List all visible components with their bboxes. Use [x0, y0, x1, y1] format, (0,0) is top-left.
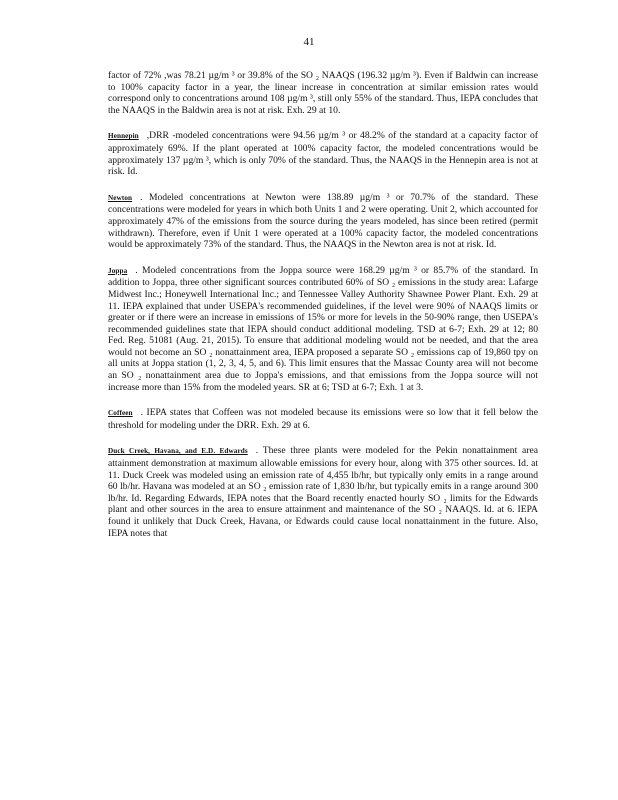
paragraph-coffeen — [108, 407, 538, 431]
section-heading-coffeen: Coffeen — [108, 409, 133, 418]
section-heading-joppa: Joppa — [108, 266, 128, 275]
section-heading-duck-creek: Duck Creek, Havana, and E.D. Edwards — [108, 447, 248, 456]
paragraph-hennepin — [108, 130, 538, 177]
paragraph-text: . Modeled concentrations from the Joppa source were 168.29 µg/m ³ or 85.7% of the standard. In addition to Joppa, three other significant sources contributed 60% of SO ₂ emissions in the study area: Lafarge Midwest Inc.; Honeywell International Inc.; and Tennessee Valley Authority Shawnee Power Plant. Exh. 29 at 11. IEPA explained that under USEPA's recommended guidelines, if the level were 90% of NAAQS limits or greater or if there were an increase in emissions of 15% or more for levels in the 50-90% range, then USEPA's recommended guidelines state that IEPA should conduct additional modeling. TSD at 6-7; Exh. 29 at 12; 80 Fed. Reg. 51081 (Aug. 21, 2015). To ensure that additional modeling would not be needed, and that the area would not become an SO ₂ nonattainment area, IEPA proposed a separate SO ₂ emissions cap of 19,860 tpy on all units at Joppa station (1, 2, 3, 4, 5, and 6). This limit ensures that the Massac County area will not become an SO ₂ nonattainment area due to Joppa's emissions, and that emissions from the Joppa source will not increase more than 15% from the modeled years. SR at 6; TSD at 6-7; Exh. 1 at 3. — [108, 264, 538, 393]
section-heading-hennepin: Hennepin — [108, 132, 139, 141]
section-heading-newton: Newton — [108, 193, 133, 202]
paragraph-newton — [108, 192, 538, 251]
page-number: 41 — [303, 36, 315, 48]
paragraph-text: . Modeled concentrations at Newton were 138.89 µg/m ³ or 70.7% of the standard. These concentrations were modeled for years in which both Units 1 and 2 were operating. Unit 2, which accounted for approximately 47% of the emissions from the source during the years modeled, has since been retired (permit withdrawn). Therefore, even if Unit 1 were operated at a 100% capacity factor, the modeled concentrations would be approximately 73% of the standard. Thus, the NAAQS in the Newton area is not at risk. Id. — [108, 191, 538, 251]
paragraph-joppa — [108, 265, 538, 394]
paragraph-text: factor of 72% ,was 78.21 µg/m ³ or 39.8% of the SO ₂ NAAQS (196.32 µg/m ³). Even if Baldwin can increase to 100% capacity factor in a year, the linear increase in concentration at similar emission rates would correspond only to concentrations around 108 µg/m ³, still only 55% of the standard. Thus, IEPA concludes that the NAAQS in the Baldwin area is not at risk. Exh. 29 at 10. — [108, 70, 538, 116]
document-body — [108, 70, 538, 553]
paragraph-text: . These three plants were modeled for the Pekin nonattainment area attainment demonstration at maximum allowable emissions for every hour, along with 375 other sources. Id. at 11. Duck Creek was modeled using an emission rate of 4,455 lb/hr, but typically only emits in a range around 60 lb/hr. Havana was modeled at an SO ₂ emission rate of 1,830 lb/hr, but typically emits in a range around 300 lb/hr. Id. Regarding Edwards, IEPA notes that the Board recently enacted hourly SO ₂ limits for the Edwards plant and other sources in the area to ensure attainment and maintenance of the SO ₂ NAAQS. Id. at 6. IEPA found it unlikely that Duck Creek, Havana, or Edwards could cause local nonattainment in the future. Also, IEPA notes that — [108, 445, 538, 539]
paragraph-text: ,DRR -modeled concentrations were 94.56 µg/m ³ or 48.2% of the standard at a capacity factor of approximately 69%. If the plant operated at 100% capacity factor, the modeled concentrations would be approximately 137 µg/m ³, which is only 70% of the standard. Thus, the NAAQS in the Hennepin area is not at risk. Id. — [108, 130, 538, 178]
paragraph-text: . IEPA states that Coffeen was not modeled because its emissions were so low that it fell below the threshold for modeling under the DRR. Exh. 29 at 6. — [108, 407, 538, 431]
paragraph-duck-creek-havana-edwards — [108, 445, 538, 539]
paragraph-baldwin — [108, 70, 538, 116]
